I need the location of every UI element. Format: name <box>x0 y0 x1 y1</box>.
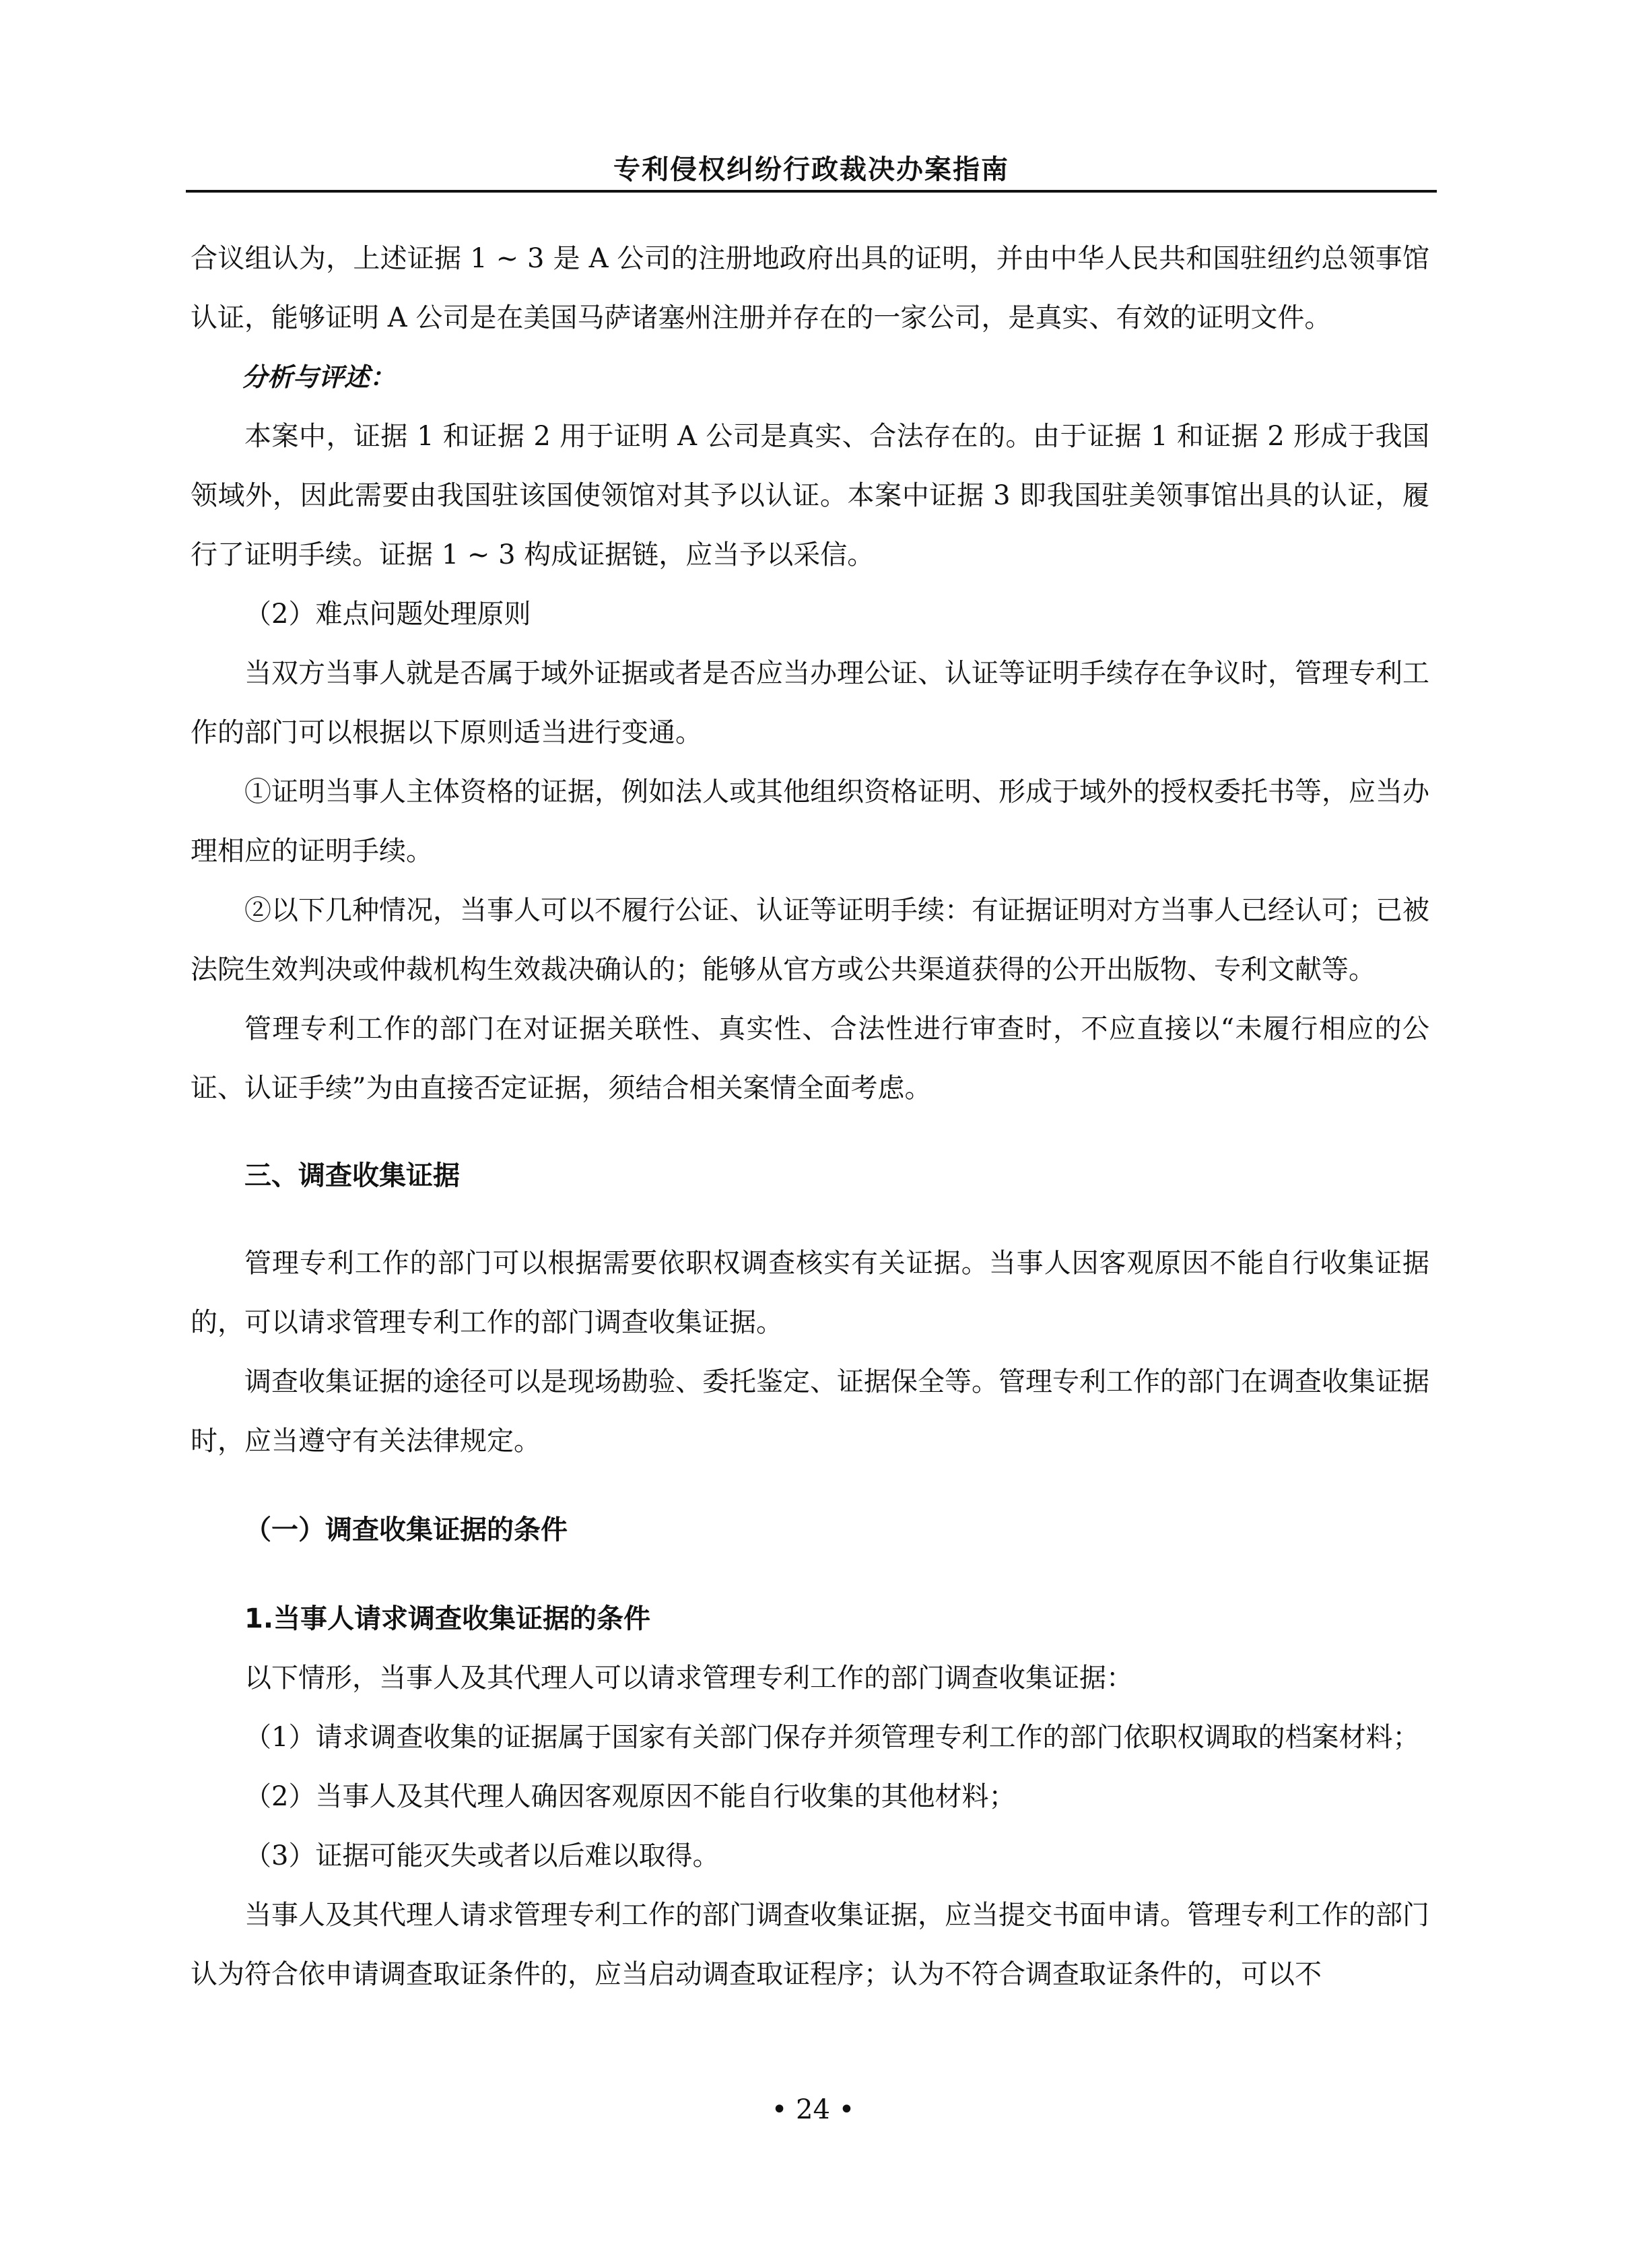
paragraph-conditions-intro: 以下情形，当事人及其代理人可以请求管理专利工作的部门调查收集证据： <box>244 1663 1133 1694</box>
paragraph-principle-1: ①证明当事人主体资格的证据，例如法人或其他组织资格证明、形成于域外的授权委托书等，应当办理相应的证明手续。 <box>191 776 1429 867</box>
list-item-2: （2）当事人及其代理人确因客观原因不能自行收集的其他材料； <box>244 1781 1016 1812</box>
paragraph-dispute-principle: 当双方当事人就是否属于域外证据或者是否应当办理公证、认证等证明手续存在争议时，管理专利工作的部门可以根据以下原则适当进行变通。 <box>191 658 1429 748</box>
section-heading-3: 三、调查收集证据 <box>244 1160 460 1191</box>
subheading-difficult-issues: （2）难点问题处理原则 <box>244 599 531 630</box>
subsection-heading-1: （一）调查收集证据的条件 <box>244 1514 568 1545</box>
list-item-3: （3）证据可能灭失或者以后难以取得。 <box>244 1840 720 1871</box>
paragraph-review-note: 管理专利工作的部门在对证据关联性、真实性、合法性进行审查时，不应直接以“未履行相应的公证、认证手续”为由直接否定证据，须结合相关案情全面考虑。 <box>191 1013 1429 1104</box>
list-item-1: （1）请求调查收集的证据属于国家有关部门保存并须管理专利工作的部门依职权调取的档案材料； <box>244 1722 1420 1753</box>
paragraph-panel-opinion: 合议组认为，上述证据 1 ~ 3 是 A 公司的注册地政府出具的证明，并由中华人民共和国驻纽约总领事馆认证，能够证明 A 公司是在美国马萨诸塞州注册并存在的一家公司，是真实、有效的证明文件。 <box>191 243 1429 333</box>
section-spacer <box>191 1205 1429 1234</box>
header-rule <box>186 190 1437 193</box>
paragraph-written-application: 当事人及其代理人请求管理专利工作的部门调查收集证据，应当提交书面申请。管理专利工作的部门认为符合依申请调查取证条件的，应当启动调查取证程序；认为不符合调查取证条件的，可以不 <box>191 1900 1429 1990</box>
subsection-heading-1-1: 1.当事人请求调查收集证据的条件 <box>244 1603 651 1634</box>
running-header: 专利侵权纠纷行政裁决办案指南 <box>613 154 1009 185</box>
section-spacer <box>191 1118 1429 1146</box>
section-spacer <box>191 1560 1429 1589</box>
paragraph-principle-2: ②以下几种情况，当事人可以不履行公证、认证等证明手续：有证据证明对方当事人已经认可；已被法院生效判决或仲裁机构生效裁决确认的；能够从官方或公共渠道获得的公开出版物、专利文献等。 <box>191 895 1429 985</box>
paragraph-investigation-methods: 调查收集证据的途径可以是现场勘验、委托鉴定、证据保全等。管理专利工作的部门在调查收集证据时，应当遵守有关法律规定。 <box>191 1366 1429 1457</box>
paragraph-investigation: 管理专利工作的部门可以根据需要依职权调查核实有关证据。当事人因客观原因不能自行收集证据的，可以请求管理专利工作的部门调查收集证据。 <box>191 1248 1429 1338</box>
section-spacer <box>191 1471 1429 1500</box>
analysis-label: 分析与评述： <box>242 362 396 392</box>
paragraph-case-analysis: 本案中，证据 1 和证据 2 用于证明 A 公司是真实、合法存在的。由于证据 1 和证据 2 形成于我国领域外，因此需要由我国驻该国使领馆对其予以认证。本案中证据 3 即我国驻美领事馆出具的认证，履行了证明手续。证据 1 ~ 3 构成证据链，应当予以采信。 <box>191 421 1429 570</box>
page-body <box>191 229 1429 2004</box>
page-number: • 24 • <box>771 2094 855 2125</box>
